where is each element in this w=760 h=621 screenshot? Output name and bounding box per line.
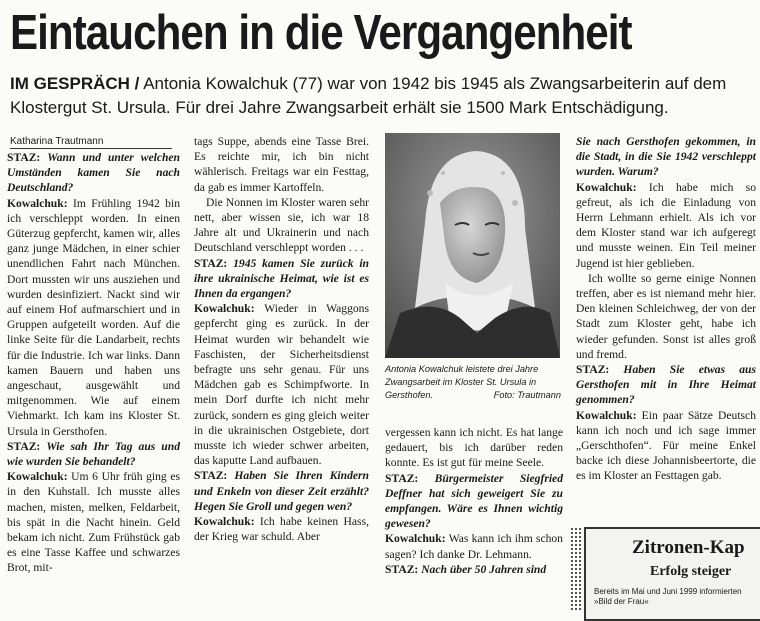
article-paragraph: [194, 468, 369, 514]
speaker-label: STAZ:: [385, 471, 435, 485]
portrait-photo: [385, 133, 560, 358]
answer-text: Ein paar Sätze Deutsch kann ich noch und ich sage immer „Gerschthofen“. Für meine Enkel backe ich diese Johannisbeertorte, die es im Kloster an Festtagen gab.: [576, 408, 756, 483]
advert-subtitle: Erfolg steiger: [650, 564, 732, 579]
speaker-label: STAZ:: [7, 439, 47, 453]
article-paragraph: [194, 301, 369, 468]
article-paragraph: [385, 562, 563, 577]
article-paragraph: [576, 362, 756, 408]
question-text: Nach über 50 Jahren sind: [421, 562, 547, 576]
answer-text: Ich habe mich so gefreut, als ich die Einladung von Herrn Lehmann erhielt. Als ich vor dem Kloster stand war ich aufgeregt und musste weinen. Ein Teil meiner Jugend ist hier geblieben.: [576, 180, 756, 270]
speaker-label: STAZ:: [385, 562, 422, 576]
article-column-4: [576, 134, 756, 484]
author-byline: Katharina Trautmann: [10, 136, 172, 149]
speaker-label: Kowalchuk:: [194, 302, 265, 316]
article-paragraph: [194, 514, 369, 544]
portrait-illustration: [385, 133, 560, 358]
article-paragraph: [385, 471, 563, 532]
advert-title: Zitronen-Kap: [632, 537, 745, 558]
article-paragraph: [576, 180, 756, 271]
article-paragraph: [7, 439, 180, 469]
lead-paragraph: [10, 72, 755, 120]
answer-text: Wieder in Waggons gepfercht ging es zurück. In der Heimat wurden wir behandelt wie Faschisten, der Sicherheitsdienst befragte uns sehr genau. Für uns Mädchen gab es Schimpfworte. In mein Dorf durfte ich nicht mehr zurück, sondern es ging gleich weiter in die ukrainischen Ostgebiete, dort musste ich wieder schwer arbeiten, das kaputte Land aufbauen.: [194, 302, 369, 468]
speaker-label: STAZ:: [194, 256, 234, 270]
article-paragraph: [576, 408, 756, 484]
article-paragraph: [7, 196, 180, 439]
answer-text: Um 6 Uhr früh ging es in den Kuhstall. Ich musste alles machen, misten, melken, Feldarbeit, bis spät in die Nacht hinein. Geld bekam ich nicht. Zum Frühstück gab es eine Tasse Kaffee und schwarzes Brot, mit-: [7, 470, 180, 575]
advert-text: Bereits im Mai und Juni 1999 informierten »Bild der Frau«: [594, 587, 742, 606]
article-paragraph: [576, 271, 756, 362]
lead-kicker: IM GESPRÄCH /: [10, 74, 140, 93]
question-text: Sie nach Gersthofen gekommen, in die Stadt, in die Sie 1942 verschleppt wurden. Warum?: [576, 135, 756, 179]
answer-text: Die Nonnen im Kloster waren sehr nett, aber wissen sie, ich war 18 Jahre alt und Ukrainerin und nach Deutschland verschleppt worden . . .: [194, 195, 369, 255]
lead-text: Antonia Kowalchuk (77) war von 1942 bis 1945 als Zwangsarbeiterin auf dem Klostergut St. Ursula. Für drei Jahre Zwangsarbeit erhält sie 1500 Mark Entschädigung.: [10, 74, 727, 117]
speaker-label: Kowalchuk:: [576, 180, 649, 194]
article-paragraph: [7, 150, 180, 196]
answer-text: Im Frühling 1942 bin ich verschleppt worden. In einen Güterzug gepfercht, kamen wir, alles ganz junge Mädchen, in einer schier unendlichen Fahrt nach München. Dort mussten wir uns ausziehen und wurden desinfiziert. Nackt sind wir auf einem Hof aufmarschiert und in Gruppen aufgeteilt worden. Auf die linke Seite für die Landarbeit, rechts für die Industrie. Ich war links. Dann kamen Bauern und haben uns angeschaut, ausgewählt und mitgenommen. Wie auf einem Viehmarkt. Ich kam ins Kloster St. Ursula in Gersthofen.: [7, 196, 180, 438]
speaker-label: STAZ:: [7, 151, 48, 164]
caption-text: Antonia Kowalchuk leistete drei Jahre Zwangsarbeit im Kloster St. Ursula in Gersthofen.: [385, 364, 539, 400]
photo-caption: [385, 363, 561, 402]
speaker-label: Kowalchuk:: [7, 196, 73, 210]
headline: Eintauchen in die Vergangenheit: [10, 6, 632, 60]
question-text: Bürgermeister Siegfried Deffner hat sich geweigert Sie zu empfangen. Wäre es Ihnen wichtig gewesen?: [385, 471, 563, 531]
speaker-label: Kowalchuk:: [385, 532, 449, 546]
question-text: Haben Sie Ihren Kindern und Enkeln von dieser Zeit erzählt? Hegen Sie Groll und gegen wen?: [194, 469, 369, 513]
article-column-3: [385, 425, 563, 577]
article-paragraph: [194, 256, 369, 302]
question-text: Wie sah Ihr Tag aus und wie wurden Sie behandelt?: [7, 439, 181, 469]
article-column-2: [194, 134, 369, 544]
speaker-label: STAZ:: [194, 469, 235, 483]
answer-text: Was kann ich ihm schon sagen? Ich danke Dr. Lehmann.: [385, 532, 563, 561]
question-text: Wann und unter welchen Umständen kamen Sie nach Deutschland?: [7, 151, 181, 195]
answer-text: Ich habe keinen Hass, der Krieg war schuld. Aber: [194, 515, 369, 544]
answer-text: vergessen kann ich nicht. Es hat lange gedauert, bis ich darüber reden konnte. Es ist gut für meine Seele.: [385, 426, 563, 470]
article-column-1: [7, 150, 180, 576]
box-dotted-border: [570, 527, 582, 610]
article-paragraph: [385, 531, 563, 561]
advert-box: [584, 527, 760, 621]
answer-text: tags Suppe, abends eine Tasse Brei. Es reichte mir, ich bin nicht wählerisch. Freitags war ein Festtag, da gab es immer Kartoffeln.: [194, 135, 369, 194]
photo-credit: Foto: Trautmann: [493, 390, 561, 400]
article-paragraph: [7, 469, 180, 575]
speaker-label: Kowalchuk:: [194, 515, 260, 529]
speaker-label: STAZ:: [576, 363, 624, 377]
answer-text: Ich wollte so gerne einige Nonnen treffen, aber es ist niemand mehr hier. Den kleinen Schleichweg, der von der Stadt zum Kloster geht, habe ich wieder gefunden. Sonst ist alles groß und fremd.: [576, 271, 756, 361]
speaker-label: Kowalchuk:: [576, 408, 642, 422]
question-text: Haben Sie etwas aus Gersthofen mit in Ihre Heimat genommen?: [576, 363, 756, 407]
article-paragraph: [194, 134, 369, 195]
speaker-label: Kowalchuk:: [7, 470, 72, 484]
article-paragraph: [385, 425, 563, 471]
article-paragraph: [576, 134, 756, 180]
article-paragraph: [194, 195, 369, 256]
question-text: 1945 kamen Sie zurück in ihre ukrainische Heimat, wie ist es Ihnen da ergangen?: [194, 256, 370, 301]
